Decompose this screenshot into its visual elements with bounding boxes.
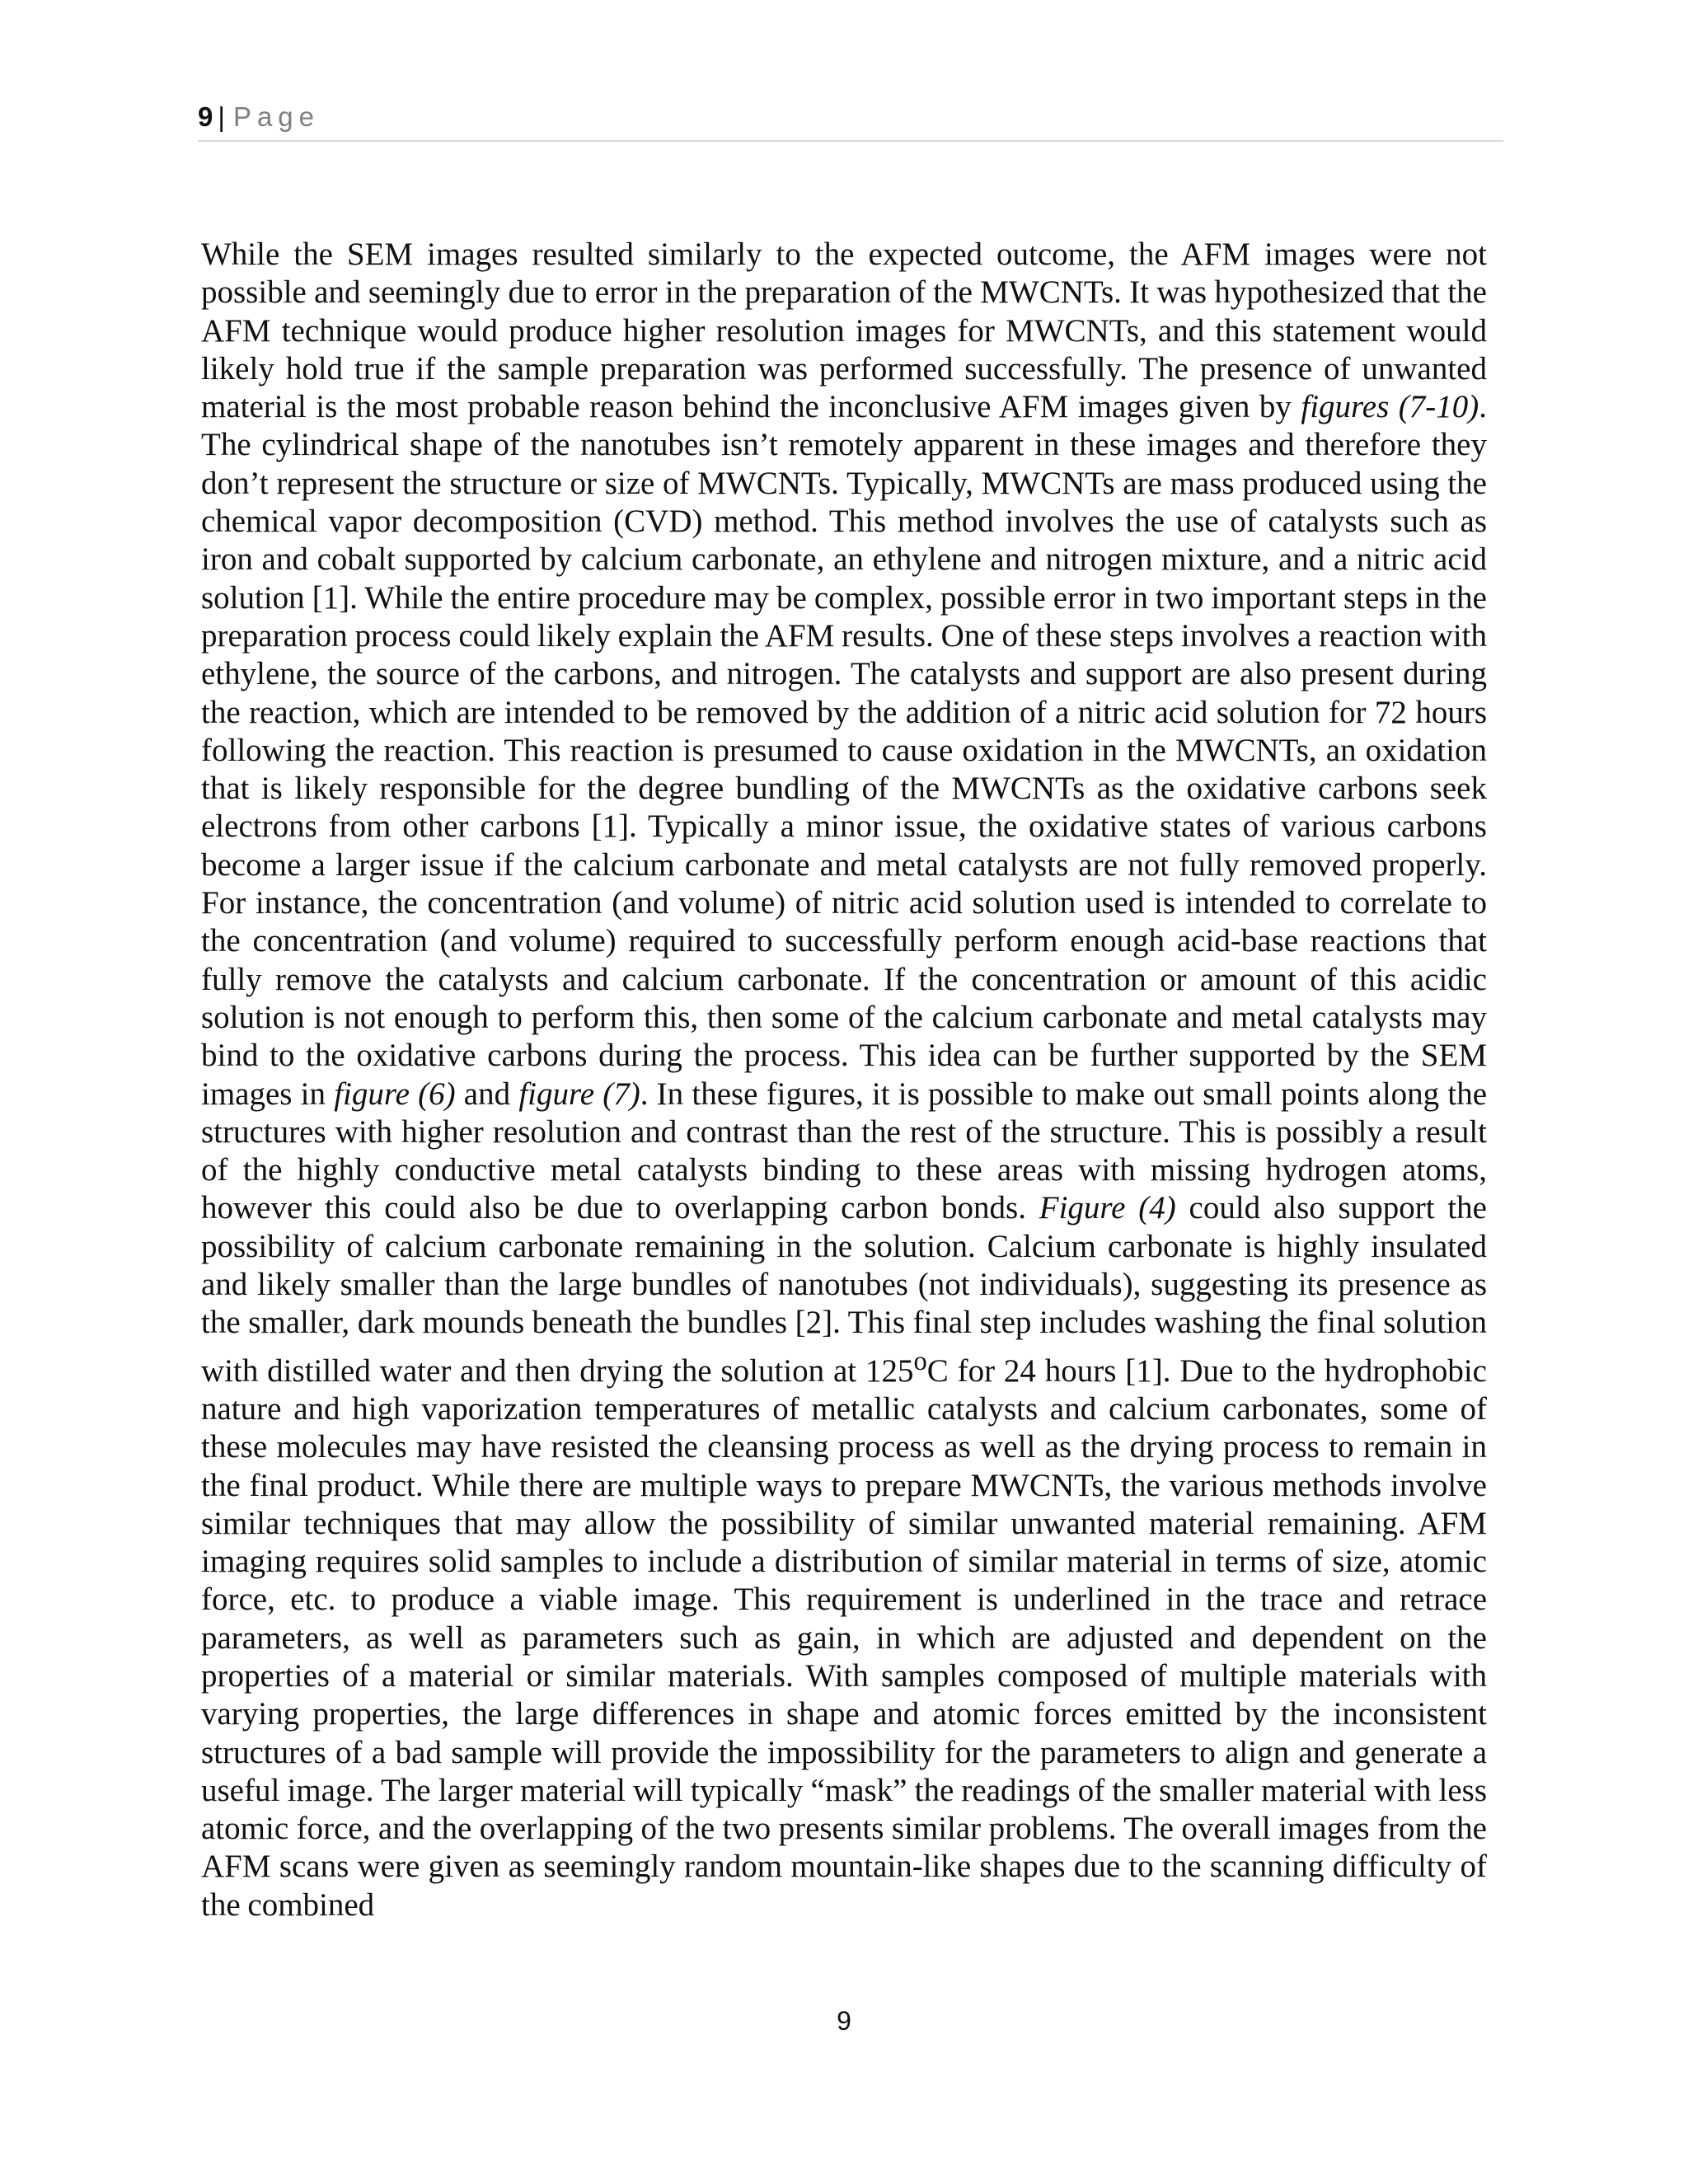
text-run: . The cylindrical shape of the nanotubes isn’t remotely apparent in these images and therefore they don’t represent the structure or size of MWCNTs. Typically, MWCNTs are mass produced using the chemical vapor decomposition (CVD) method. This method involves the use of catalysts such as iron and cobalt supported by calcium carbonate, an ethylene and nitrogen mixture, and a nitric acid solution [1]. While the entire procedure may be complex, possible error in two important steps in the preparation process could likely explain the AFM results. One of these steps involves a reaction with ethylene, the source of the carbons, and nitrogen. The catalysts and support are also present during the reaction, which are intended to be removed by the addition of a nitric acid solution for 72 hours following the reaction. This reaction is presumed to cause oxidation in the MWCNTs, an oxidation that is likely responsible for the degree bundling of the MWCNTs as the oxidative carbons seek electrons from other carbons [1]. Typically a minor issue, the oxidative states of various carbons become a larger issue if the calcium carbonate and metal catalysts are not fully removed properly. For instance, the concentration (and volume) of nitric acid solution used is intended to correlate to the concentration (and volume) required to successfully perform enough acid-base reactions that fully remove the catalysts and calcium carbonate. If the concentration or amount of this acidic solution is not enough to perform this, then some of the calcium carbonate and metal catalysts may bind to the oxidative carbons during the process. This idea can be further supported by the SEM images in bbox=[201, 389, 1487, 1112]
page-header bbox=[198, 97, 1503, 142]
text-run: and bbox=[455, 1076, 519, 1112]
text-run: C for 24 hours [1]. Due to the hydrophobic nature and high vaporization temperatures of metallic catalysts and calcium carbonates, some of these molecules may have resisted the cleansing process as well as the drying process to remain in the final product. While there are multiple ways to prepare MWCNTs, the various methods involve similar techniques that may allow the possibility of similar unwanted material remaining. AFM imaging requires solid samples to include a distribution of similar material in terms of size, atomic force, etc. to produce a viable image. This requirement is underlined in the trace and retrace parameters, as well as parameters such as gain, in which are adjusted and dependent on the properties of a material or similar materials. With samples composed of multiple materials with varying properties, the large differences in shape and atomic forces emitted by the inconsistent structures of a bad sample will provide the impossibility for the parameters to align and generate a useful image. The larger material will typically “mask” the readings of the smaller material with less atomic force, and the overlapping of the two presents similar problems. The overall images from the AFM scans were given as seemingly random mountain-like shapes due to the scanning difficulty of the combined bbox=[201, 1352, 1487, 1923]
header-page-word: Page bbox=[232, 101, 321, 132]
degree-superscript: o bbox=[913, 1346, 927, 1376]
body-paragraph bbox=[201, 236, 1487, 1924]
text-run: While the SEM images resulted similarly to the expected outcome, the AFM images were not possible and seemingly due to error in the preparation of the MWCNTs. It was hypothesized that the AFM technique would produce higher resolution images for MWCNTs, and this statement would likely hold true if the sample preparation was performed successfully. The presence of unwanted material is the most probable reason behind the inconclusive AFM images given by bbox=[201, 237, 1487, 425]
header-page-number: 9 bbox=[198, 101, 213, 132]
page-footer-number: 9 bbox=[837, 2006, 851, 2036]
text-run: . In these figures, it is possible to make out small points along the structures with higher resolution and contrast than the rest of the structure. This is possibly a result of the highly conductive metal catalysts binding to these areas with missing hydrogen atoms, however this could also be due to overlapping carbon bonds. bbox=[201, 1076, 1488, 1226]
figure-reference: figures (7-10) bbox=[1301, 389, 1479, 425]
figure-reference: figure (6) bbox=[334, 1076, 456, 1112]
text-run: could also support the possibility of calcium carbonate remaining in the solution. Calcium carbonate is highly insulated and likely smaller than the large bundles of nanotubes (not individuals), suggesting its presence as the smaller, dark mounds beneath the bundles [2]. This final step includes washing the final solution with distilled water and then drying the solution at 125 bbox=[201, 1190, 1487, 1389]
body-text bbox=[201, 236, 1487, 1924]
figure-reference: figure (7) bbox=[518, 1076, 640, 1112]
figure-reference: Figure (4) bbox=[1039, 1190, 1176, 1226]
header-separator: | bbox=[218, 101, 225, 132]
